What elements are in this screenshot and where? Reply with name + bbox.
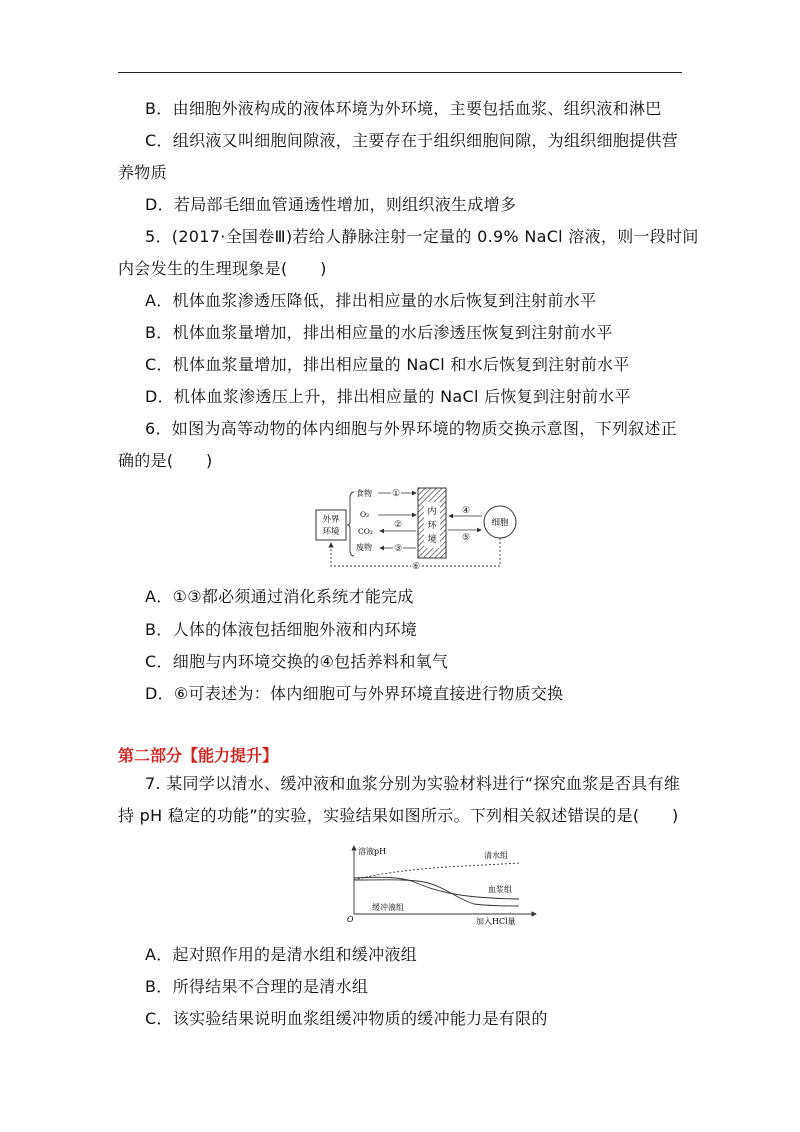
- inner-environment-label-2: 环: [427, 521, 437, 531]
- water-label: 清水组: [484, 851, 508, 860]
- plasma-label: 血浆组: [488, 885, 512, 894]
- q5-stem: 5．(2017·全国卷Ⅲ)若给人静脉注射一定量的 0.9% NaCl 溶液，则一段时间: [145, 227, 699, 246]
- q6-option-b: B．人体的体液包括细胞外液和内环境: [145, 620, 418, 639]
- outer-environment-label-2: 环境: [322, 527, 340, 537]
- q6-option-d: D．⑥可表述为：体内细胞可与外界环境直接进行物质交换: [145, 684, 564, 703]
- q7-ph-graph: [344, 842, 544, 926]
- q5-option-c: C．机体血浆量增加，排出相应量的 NaCl 和水后恢复到注射前水平: [145, 355, 630, 374]
- marker-2: ②: [393, 520, 403, 530]
- marker-4: ④: [461, 506, 471, 516]
- section-title: 第二部分【能力提升】: [118, 746, 279, 765]
- inner-environment-label-3: 境: [427, 535, 437, 545]
- q7-stem-cont: 持 pH 稳定的功能”的实验，实验结果如图所示。下列相关叙述错误的是( ): [118, 806, 679, 825]
- buffer-label: 缓冲液组: [372, 903, 404, 912]
- q5-stem-cont: 内会发生的生理现象是( ): [118, 259, 327, 278]
- q7-option-b: B．所得结果不合理的是清水组: [145, 977, 369, 996]
- prev-option-c: C．组织液又叫细胞间隙液，主要存在于组织细胞间隙，为组织细胞提供营: [145, 131, 679, 150]
- prev-option-d: D．若局部毛细血管通透性增加，则组织液生成增多: [145, 195, 517, 214]
- marker-5: ⑤: [461, 533, 471, 543]
- outer-environment-label-1: 外界: [322, 515, 340, 525]
- q6-option-c: C．细胞与内环境交换的④包括养料和氧气: [145, 652, 449, 671]
- marker-1: ①: [391, 489, 401, 499]
- o2-label: O₂: [360, 510, 370, 519]
- outer-brace: [347, 492, 354, 556]
- q7-option-c: C．该实验结果说明血浆组缓冲物质的缓冲能力是有限的: [145, 1009, 548, 1028]
- prev-option-c-cont: 养物质: [118, 163, 167, 182]
- y-axis-label: 溶液pH: [358, 847, 387, 856]
- x-axis-label: 加入HCl量: [476, 917, 516, 926]
- marker-3: ③: [393, 544, 403, 554]
- q5-option-d: D．机体血浆渗透压上升，排出相应量的 NaCl 后恢复到注射前水平: [145, 387, 631, 406]
- q6-option-a: A．①③都必须通过消化系统才能完成: [145, 587, 414, 606]
- q6-exchange-diagram: [310, 484, 530, 574]
- prev-option-b: B．由细胞外液构成的液体环境为外环境，主要包括血浆、组织液和淋巴: [145, 99, 662, 118]
- marker-6: ⑥: [411, 562, 421, 572]
- q5-option-b: B．机体血浆量增加，排出相应量的水后渗透压恢复到注射前水平: [145, 323, 613, 342]
- waste-label: 废物: [356, 543, 372, 552]
- q6-stem-cont: 确的是( ): [118, 451, 213, 470]
- origin-label: O: [347, 915, 354, 924]
- q5-option-a: A．机体血浆渗透压降低，排出相应量的水后恢复到注射前水平: [145, 291, 597, 310]
- q6-stem: 6．如图为高等动物的体内细胞与外界环境的物质交换示意图，下列叙述正: [145, 419, 678, 438]
- q7-option-a: A．起对照作用的是清水组和缓冲液组: [145, 945, 418, 964]
- co2-label: CO₂: [358, 527, 373, 536]
- header-rule: [118, 72, 682, 73]
- inner-environment-label-1: 内: [427, 507, 437, 517]
- q7-stem: 7. 某同学以清水、缓冲液和血浆分别为实验材料进行“探究血浆是否具有维: [145, 774, 681, 793]
- cell-label: 细胞: [491, 518, 509, 528]
- food-label: 食物: [356, 489, 372, 498]
